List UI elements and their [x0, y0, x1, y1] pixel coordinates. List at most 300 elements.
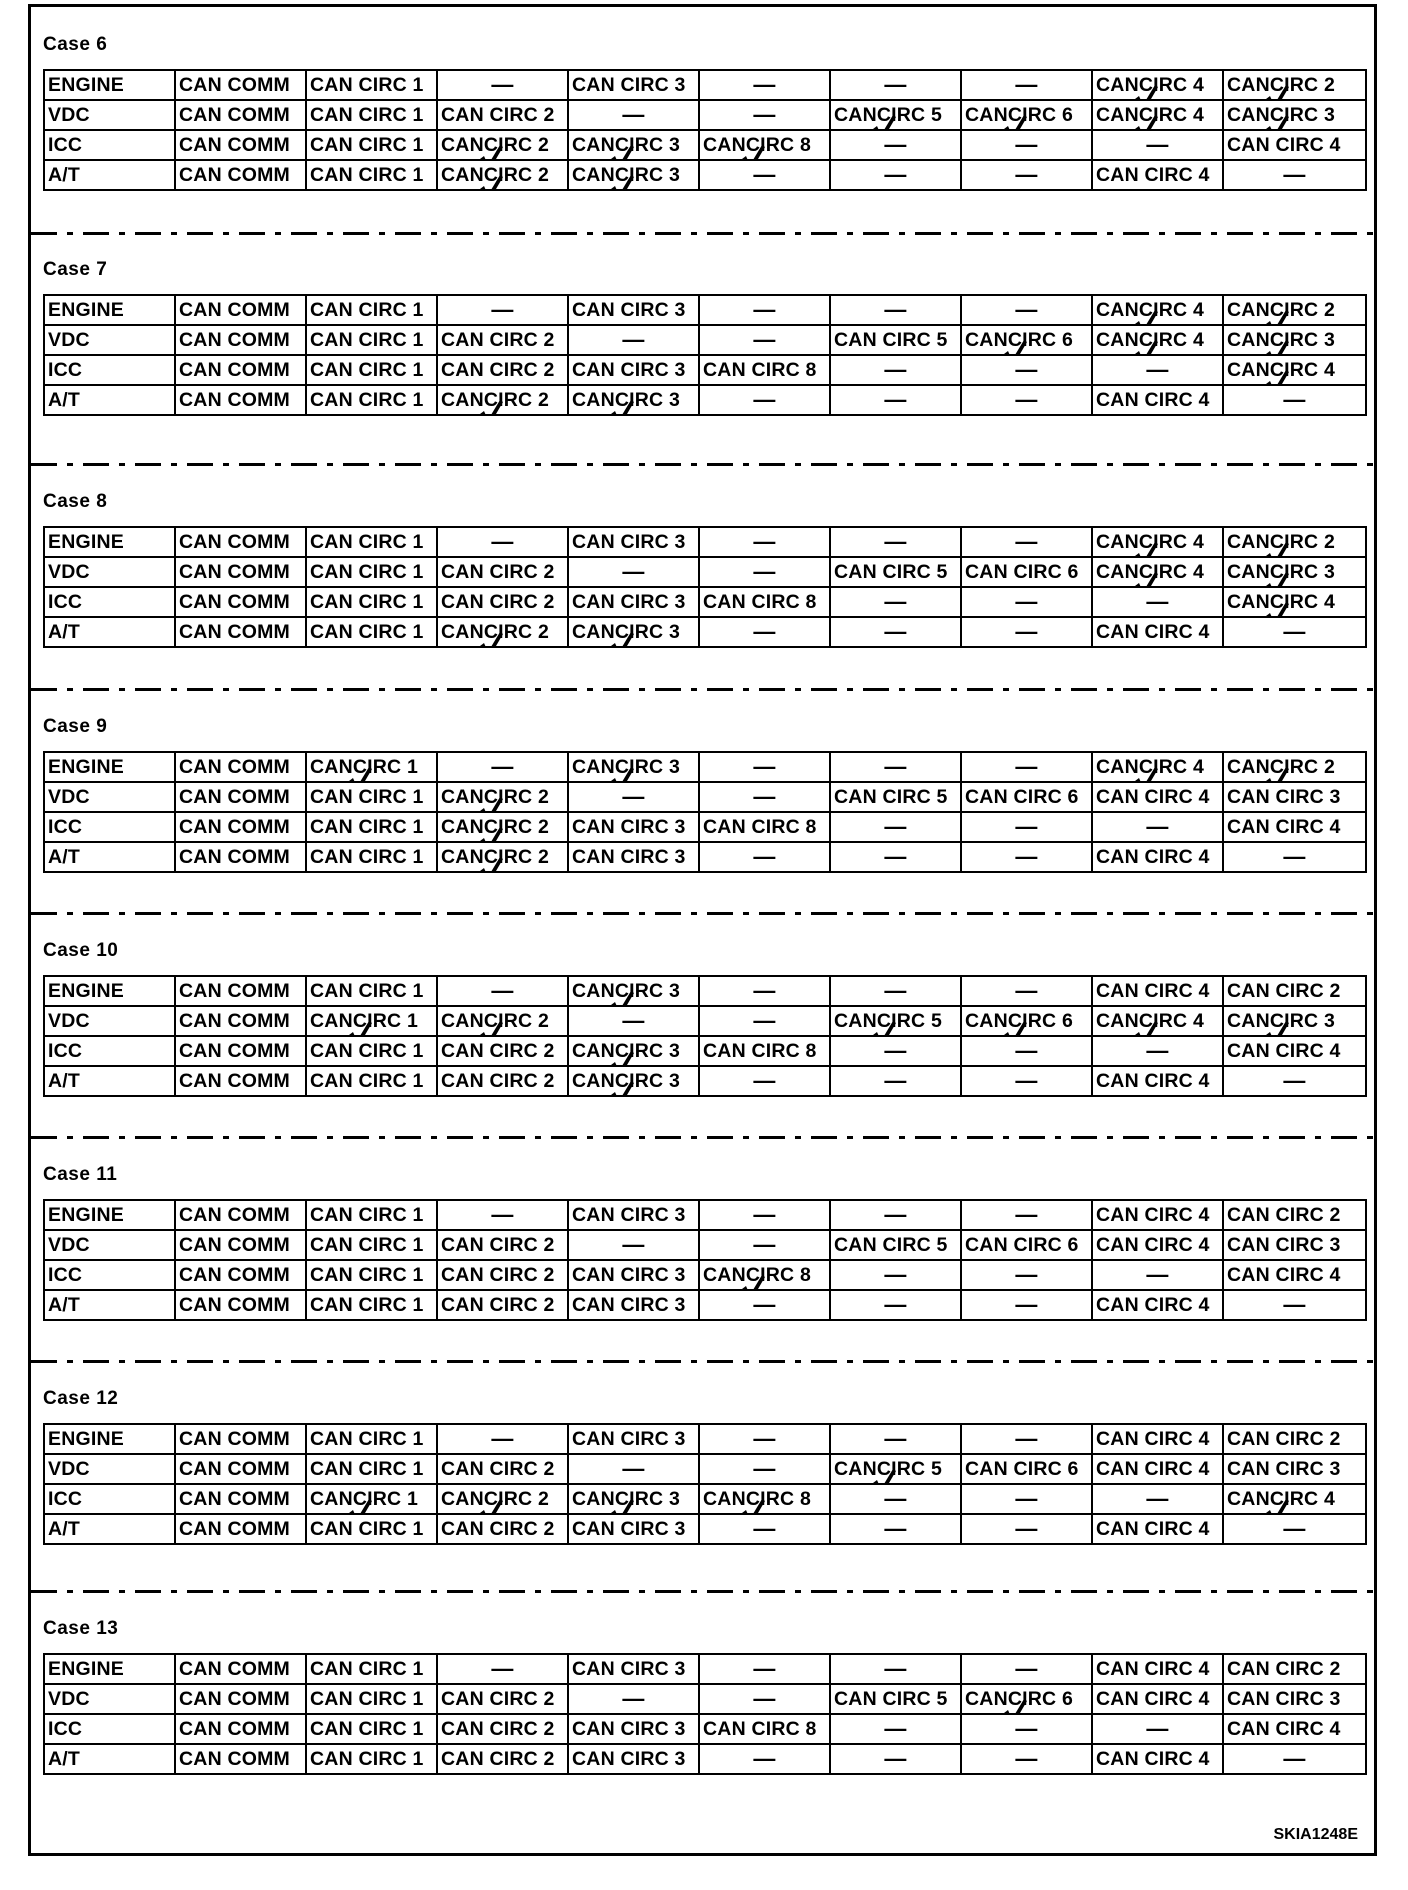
cell: CAN CIRC 3: [568, 70, 699, 100]
ecu-label: ENGINE: [44, 752, 175, 782]
empty-cell: —: [568, 100, 699, 130]
empty-cell: —: [699, 1290, 830, 1320]
checked-cell: CAN CIRC 3: [1223, 100, 1366, 130]
ecu-label: A/T: [44, 842, 175, 872]
empty-cell: —: [1223, 385, 1366, 415]
cell: CAN CIRC 3: [568, 355, 699, 385]
check-mark-icon: [1002, 113, 1028, 130]
checked-cell: CAN CIRC 3: [568, 130, 699, 160]
cell: CAN CIRC 1: [306, 1290, 437, 1320]
table-row: [44, 1684, 1366, 1714]
cell: CAN CIRC 3: [568, 1200, 699, 1230]
check-mark-icon: [740, 1497, 766, 1514]
cell: CAN COMM: [175, 70, 306, 100]
case-table: [43, 1653, 1367, 1775]
empty-cell: —: [830, 1290, 961, 1320]
table-row: [44, 842, 1366, 872]
check-mark-icon: [1264, 765, 1290, 782]
cell: CAN CIRC 3: [1223, 1454, 1366, 1484]
ecu-label: VDC: [44, 782, 175, 812]
checked-cell: CAN CIRC 2: [437, 160, 568, 190]
empty-cell: —: [699, 617, 830, 647]
cell: CAN CIRC 1: [306, 976, 437, 1006]
empty-cell: —: [961, 1200, 1092, 1230]
ecu-label: ENGINE: [44, 1200, 175, 1230]
empty-cell: —: [699, 1744, 830, 1774]
empty-cell: —: [699, 557, 830, 587]
cell: CAN CIRC 3: [1223, 1230, 1366, 1260]
empty-cell: —: [699, 782, 830, 812]
checked-cell: CAN CIRC 3: [568, 1484, 699, 1514]
empty-cell: —: [830, 1424, 961, 1454]
cell: CAN CIRC 4: [1092, 1514, 1223, 1544]
table-row: [44, 355, 1366, 385]
cell: CAN COMM: [175, 1714, 306, 1744]
check-mark-icon: [740, 1273, 766, 1290]
check-mark-icon: [1264, 338, 1290, 355]
ecu-label: ENGINE: [44, 1424, 175, 1454]
empty-cell: —: [830, 70, 961, 100]
cell: CAN CIRC 1: [306, 587, 437, 617]
checked-cell: CAN CIRC 1: [306, 752, 437, 782]
checked-cell: CAN CIRC 2: [1223, 527, 1366, 557]
case-title: Case 12: [43, 1388, 119, 1409]
empty-cell: —: [961, 752, 1092, 782]
cell: CAN CIRC 3: [568, 1654, 699, 1684]
empty-cell: —: [830, 355, 961, 385]
dashed-separator: [31, 232, 1374, 235]
empty-cell: —: [699, 1684, 830, 1714]
table-row: [44, 782, 1366, 812]
cell: CAN CIRC 1: [306, 812, 437, 842]
empty-cell: —: [568, 557, 699, 587]
table-row: [44, 385, 1366, 415]
empty-cell: —: [830, 130, 961, 160]
case-title: Case 11: [43, 1164, 118, 1185]
cell: CAN CIRC 1: [306, 782, 437, 812]
checked-cell: CAN CIRC 8: [699, 130, 830, 160]
ecu-label: A/T: [44, 385, 175, 415]
empty-cell: —: [830, 812, 961, 842]
cell: CAN CIRC 4: [1092, 1424, 1223, 1454]
cell: CAN COMM: [175, 617, 306, 647]
empty-cell: —: [699, 1006, 830, 1036]
cell: CAN CIRC 4: [1092, 1744, 1223, 1774]
cell: CAN CIRC 6: [961, 1454, 1092, 1484]
case-table: [43, 751, 1367, 873]
check-mark-icon: [1264, 1497, 1290, 1514]
ecu-label: ENGINE: [44, 295, 175, 325]
empty-cell: —: [699, 160, 830, 190]
cell: CAN COMM: [175, 842, 306, 872]
cell: CAN COMM: [175, 1260, 306, 1290]
cell: CAN COMM: [175, 1484, 306, 1514]
empty-cell: —: [1092, 812, 1223, 842]
check-mark-icon: [740, 143, 766, 160]
table-row: [44, 1424, 1366, 1454]
cell: CAN COMM: [175, 752, 306, 782]
checked-cell: CAN CIRC 3: [568, 385, 699, 415]
cell: CAN CIRC 2: [437, 1290, 568, 1320]
check-mark-icon: [871, 1467, 897, 1484]
cell: CAN CIRC 4: [1092, 160, 1223, 190]
table-row: [44, 1290, 1366, 1320]
empty-cell: —: [830, 1066, 961, 1096]
checked-cell: CAN CIRC 3: [568, 1066, 699, 1096]
cell: CAN CIRC 1: [306, 842, 437, 872]
checked-cell: CAN CIRC 4: [1092, 295, 1223, 325]
check-mark-icon: [1264, 1019, 1290, 1036]
empty-cell: —: [830, 752, 961, 782]
table-row: [44, 1230, 1366, 1260]
empty-cell: —: [830, 527, 961, 557]
empty-cell: —: [699, 1424, 830, 1454]
checked-cell: CAN CIRC 3: [568, 160, 699, 190]
checked-cell: CAN CIRC 4: [1223, 1484, 1366, 1514]
check-mark-icon: [1264, 540, 1290, 557]
cell: CAN CIRC 4: [1223, 1260, 1366, 1290]
table-row: [44, 1454, 1366, 1484]
ecu-label: A/T: [44, 617, 175, 647]
cell: CAN CIRC 1: [306, 160, 437, 190]
check-mark-icon: [1133, 765, 1159, 782]
dashed-separator: [31, 1590, 1374, 1593]
check-mark-icon: [1133, 83, 1159, 100]
cell: CAN CIRC 1: [306, 1744, 437, 1774]
empty-cell: —: [699, 976, 830, 1006]
check-mark-icon: [478, 1019, 504, 1036]
cell: CAN CIRC 6: [961, 782, 1092, 812]
empty-cell: —: [699, 1230, 830, 1260]
cell: CAN CIRC 2: [437, 355, 568, 385]
ecu-label: ICC: [44, 1260, 175, 1290]
cell: CAN COMM: [175, 782, 306, 812]
cell: CAN COMM: [175, 355, 306, 385]
cell: CAN CIRC 1: [306, 1654, 437, 1684]
ecu-label: ICC: [44, 587, 175, 617]
cell: CAN COMM: [175, 325, 306, 355]
cell: CAN CIRC 5: [830, 782, 961, 812]
check-mark-icon: [1002, 1019, 1028, 1036]
empty-cell: —: [961, 587, 1092, 617]
checked-cell: CAN CIRC 4: [1092, 325, 1223, 355]
empty-cell: —: [830, 295, 961, 325]
check-mark-icon: [1133, 338, 1159, 355]
empty-cell: —: [961, 160, 1092, 190]
ecu-label: VDC: [44, 1006, 175, 1036]
empty-cell: —: [1092, 1714, 1223, 1744]
cell: CAN CIRC 2: [437, 1684, 568, 1714]
ecu-label: A/T: [44, 1744, 175, 1774]
cell: CAN CIRC 5: [830, 1230, 961, 1260]
table-row: [44, 295, 1366, 325]
check-mark-icon: [609, 989, 635, 1006]
empty-cell: —: [961, 1484, 1092, 1514]
ecu-label: A/T: [44, 1066, 175, 1096]
empty-cell: —: [437, 1200, 568, 1230]
case-title: Case 10: [43, 940, 119, 961]
checked-cell: CAN CIRC 4: [1092, 1006, 1223, 1036]
cell: CAN COMM: [175, 160, 306, 190]
case-table: [43, 1199, 1367, 1321]
cell: CAN CIRC 4: [1092, 385, 1223, 415]
checked-cell: CAN CIRC 5: [830, 100, 961, 130]
check-mark-icon: [347, 765, 373, 782]
case-table: [43, 526, 1367, 648]
cell: CAN CIRC 1: [306, 295, 437, 325]
cell: CAN CIRC 4: [1223, 1714, 1366, 1744]
empty-cell: —: [961, 842, 1092, 872]
empty-cell: —: [1223, 842, 1366, 872]
cell: CAN CIRC 4: [1092, 1654, 1223, 1684]
checked-cell: CAN CIRC 4: [1223, 587, 1366, 617]
cell: CAN COMM: [175, 1684, 306, 1714]
check-mark-icon: [609, 143, 635, 160]
cell: CAN CIRC 8: [699, 355, 830, 385]
checked-cell: CAN CIRC 6: [961, 1006, 1092, 1036]
empty-cell: —: [1092, 1484, 1223, 1514]
cell: CAN CIRC 3: [568, 1514, 699, 1544]
empty-cell: —: [830, 976, 961, 1006]
cell: CAN CIRC 4: [1092, 1066, 1223, 1096]
empty-cell: —: [1092, 1260, 1223, 1290]
cell: CAN COMM: [175, 1424, 306, 1454]
check-mark-icon: [1264, 600, 1290, 617]
table-row: [44, 1514, 1366, 1544]
empty-cell: —: [961, 1744, 1092, 1774]
ecu-label: ICC: [44, 812, 175, 842]
checked-cell: CAN CIRC 4: [1092, 527, 1223, 557]
table-row: [44, 976, 1366, 1006]
table-row: [44, 1200, 1366, 1230]
cell: CAN CIRC 4: [1092, 1200, 1223, 1230]
empty-cell: —: [830, 1200, 961, 1230]
cell: CAN CIRC 1: [306, 100, 437, 130]
empty-cell: —: [961, 355, 1092, 385]
table-row: [44, 100, 1366, 130]
empty-cell: —: [830, 587, 961, 617]
cell: CAN CIRC 1: [306, 1066, 437, 1096]
empty-cell: —: [437, 295, 568, 325]
empty-cell: —: [961, 812, 1092, 842]
cell: CAN COMM: [175, 1454, 306, 1484]
cell: CAN CIRC 1: [306, 130, 437, 160]
cell: CAN CIRC 2: [437, 1744, 568, 1774]
checked-cell: CAN CIRC 2: [437, 842, 568, 872]
empty-cell: —: [830, 1744, 961, 1774]
cell: CAN CIRC 2: [437, 1036, 568, 1066]
checked-cell: CAN CIRC 1: [306, 1006, 437, 1036]
ecu-label: VDC: [44, 1684, 175, 1714]
checked-cell: CAN CIRC 4: [1092, 752, 1223, 782]
empty-cell: —: [699, 842, 830, 872]
empty-cell: —: [830, 385, 961, 415]
check-mark-icon: [478, 795, 504, 812]
ecu-label: ENGINE: [44, 976, 175, 1006]
checked-cell: CAN CIRC 4: [1223, 355, 1366, 385]
empty-cell: —: [961, 1424, 1092, 1454]
empty-cell: —: [830, 1036, 961, 1066]
ecu-label: VDC: [44, 1454, 175, 1484]
case-table: [43, 1423, 1367, 1545]
check-mark-icon: [609, 173, 635, 190]
check-mark-icon: [609, 398, 635, 415]
cell: CAN COMM: [175, 1654, 306, 1684]
check-mark-icon: [347, 1019, 373, 1036]
check-mark-icon: [1002, 338, 1028, 355]
ecu-label: ENGINE: [44, 70, 175, 100]
cell: CAN COMM: [175, 976, 306, 1006]
check-mark-icon: [478, 825, 504, 842]
empty-cell: —: [830, 1514, 961, 1544]
cell: CAN CIRC 2: [437, 1066, 568, 1096]
empty-cell: —: [699, 295, 830, 325]
cell: CAN CIRC 4: [1092, 1290, 1223, 1320]
empty-cell: —: [961, 1514, 1092, 1544]
cell: CAN CIRC 3: [1223, 782, 1366, 812]
cell: CAN CIRC 3: [568, 1290, 699, 1320]
checked-cell: CAN CIRC 2: [1223, 752, 1366, 782]
check-mark-icon: [609, 1497, 635, 1514]
cell: CAN CIRC 1: [306, 1454, 437, 1484]
figure-frame: [28, 4, 1377, 1856]
cell: CAN CIRC 2: [1223, 1424, 1366, 1454]
checked-cell: CAN CIRC 2: [437, 1484, 568, 1514]
cell: CAN CIRC 3: [568, 1714, 699, 1744]
check-mark-icon: [478, 630, 504, 647]
case-title: Case 13: [43, 1618, 119, 1639]
ecu-label: VDC: [44, 325, 175, 355]
empty-cell: —: [1223, 1290, 1366, 1320]
empty-cell: —: [568, 1684, 699, 1714]
check-mark-icon: [1133, 540, 1159, 557]
ecu-label: ENGINE: [44, 527, 175, 557]
cell: CAN CIRC 1: [306, 355, 437, 385]
table-row: [44, 160, 1366, 190]
check-mark-icon: [609, 765, 635, 782]
empty-cell: —: [961, 1066, 1092, 1096]
checked-cell: CAN CIRC 2: [437, 130, 568, 160]
check-mark-icon: [609, 1079, 635, 1096]
cell: CAN COMM: [175, 812, 306, 842]
cell: CAN CIRC 5: [830, 1684, 961, 1714]
table-row: [44, 1484, 1366, 1514]
figure-reference-id: SKIA1248E: [1273, 1826, 1358, 1843]
case-table: [43, 294, 1367, 416]
cell: CAN CIRC 1: [306, 1260, 437, 1290]
check-mark-icon: [609, 1049, 635, 1066]
checked-cell: CAN CIRC 5: [830, 1006, 961, 1036]
cell: CAN CIRC 4: [1092, 617, 1223, 647]
checked-cell: CAN CIRC 2: [437, 1006, 568, 1036]
empty-cell: —: [1092, 1036, 1223, 1066]
cell: CAN CIRC 3: [568, 812, 699, 842]
case-table: [43, 69, 1367, 191]
cell: CAN CIRC 1: [306, 325, 437, 355]
empty-cell: —: [961, 1290, 1092, 1320]
ecu-label: ICC: [44, 355, 175, 385]
cell: CAN CIRC 2: [437, 100, 568, 130]
table-row: [44, 587, 1366, 617]
cell: CAN CIRC 1: [306, 385, 437, 415]
checked-cell: CAN CIRC 2: [1223, 70, 1366, 100]
table-row: [44, 70, 1366, 100]
checked-cell: CAN CIRC 6: [961, 100, 1092, 130]
empty-cell: —: [437, 752, 568, 782]
cell: CAN COMM: [175, 1514, 306, 1544]
cell: CAN CIRC 3: [568, 587, 699, 617]
empty-cell: —: [1092, 587, 1223, 617]
empty-cell: —: [1223, 1066, 1366, 1096]
empty-cell: —: [699, 752, 830, 782]
case-title: Case 8: [43, 491, 108, 512]
cell: CAN COMM: [175, 1744, 306, 1774]
cell: CAN COMM: [175, 1066, 306, 1096]
cell: CAN CIRC 6: [961, 1230, 1092, 1260]
check-mark-icon: [609, 630, 635, 647]
empty-cell: —: [1223, 1744, 1366, 1774]
cell: CAN CIRC 1: [306, 1230, 437, 1260]
cell: CAN CIRC 2: [1223, 976, 1366, 1006]
cell: CAN CIRC 4: [1223, 1036, 1366, 1066]
dashed-separator: [31, 1360, 1374, 1363]
cell: CAN CIRC 3: [568, 1744, 699, 1774]
empty-cell: —: [568, 782, 699, 812]
empty-cell: —: [961, 617, 1092, 647]
empty-cell: —: [1223, 1514, 1366, 1544]
cell: CAN CIRC 5: [830, 557, 961, 587]
cell: CAN CIRC 1: [306, 1036, 437, 1066]
cell: CAN CIRC 8: [699, 1714, 830, 1744]
empty-cell: —: [961, 976, 1092, 1006]
table-row: [44, 1654, 1366, 1684]
check-mark-icon: [1264, 570, 1290, 587]
checked-cell: CAN CIRC 3: [568, 617, 699, 647]
checked-cell: CAN CIRC 4: [1092, 70, 1223, 100]
checked-cell: CAN CIRC 8: [699, 1260, 830, 1290]
checked-cell: CAN CIRC 3: [568, 976, 699, 1006]
ecu-label: ICC: [44, 130, 175, 160]
table-row: [44, 325, 1366, 355]
cell: CAN CIRC 1: [306, 1424, 437, 1454]
ecu-label: A/T: [44, 160, 175, 190]
check-mark-icon: [1133, 570, 1159, 587]
table-row: [44, 130, 1366, 160]
cell: CAN CIRC 4: [1092, 976, 1223, 1006]
cell: CAN COMM: [175, 527, 306, 557]
checked-cell: CAN CIRC 3: [1223, 325, 1366, 355]
empty-cell: —: [437, 1654, 568, 1684]
case-title: Case 9: [43, 716, 108, 737]
ecu-label: VDC: [44, 557, 175, 587]
check-mark-icon: [1264, 113, 1290, 130]
checked-cell: CAN CIRC 8: [699, 1484, 830, 1514]
check-mark-icon: [1264, 83, 1290, 100]
cell: CAN CIRC 1: [306, 527, 437, 557]
empty-cell: —: [1223, 160, 1366, 190]
cell: CAN CIRC 8: [699, 1036, 830, 1066]
cell: CAN CIRC 1: [306, 1714, 437, 1744]
checked-cell: CAN CIRC 6: [961, 325, 1092, 355]
cell: CAN COMM: [175, 100, 306, 130]
cell: CAN CIRC 1: [306, 70, 437, 100]
cell: CAN CIRC 2: [437, 1260, 568, 1290]
cell: CAN CIRC 4: [1092, 1230, 1223, 1260]
checked-cell: CAN CIRC 2: [437, 782, 568, 812]
cell: CAN CIRC 2: [437, 587, 568, 617]
check-mark-icon: [1133, 113, 1159, 130]
dashed-separator: [31, 912, 1374, 915]
